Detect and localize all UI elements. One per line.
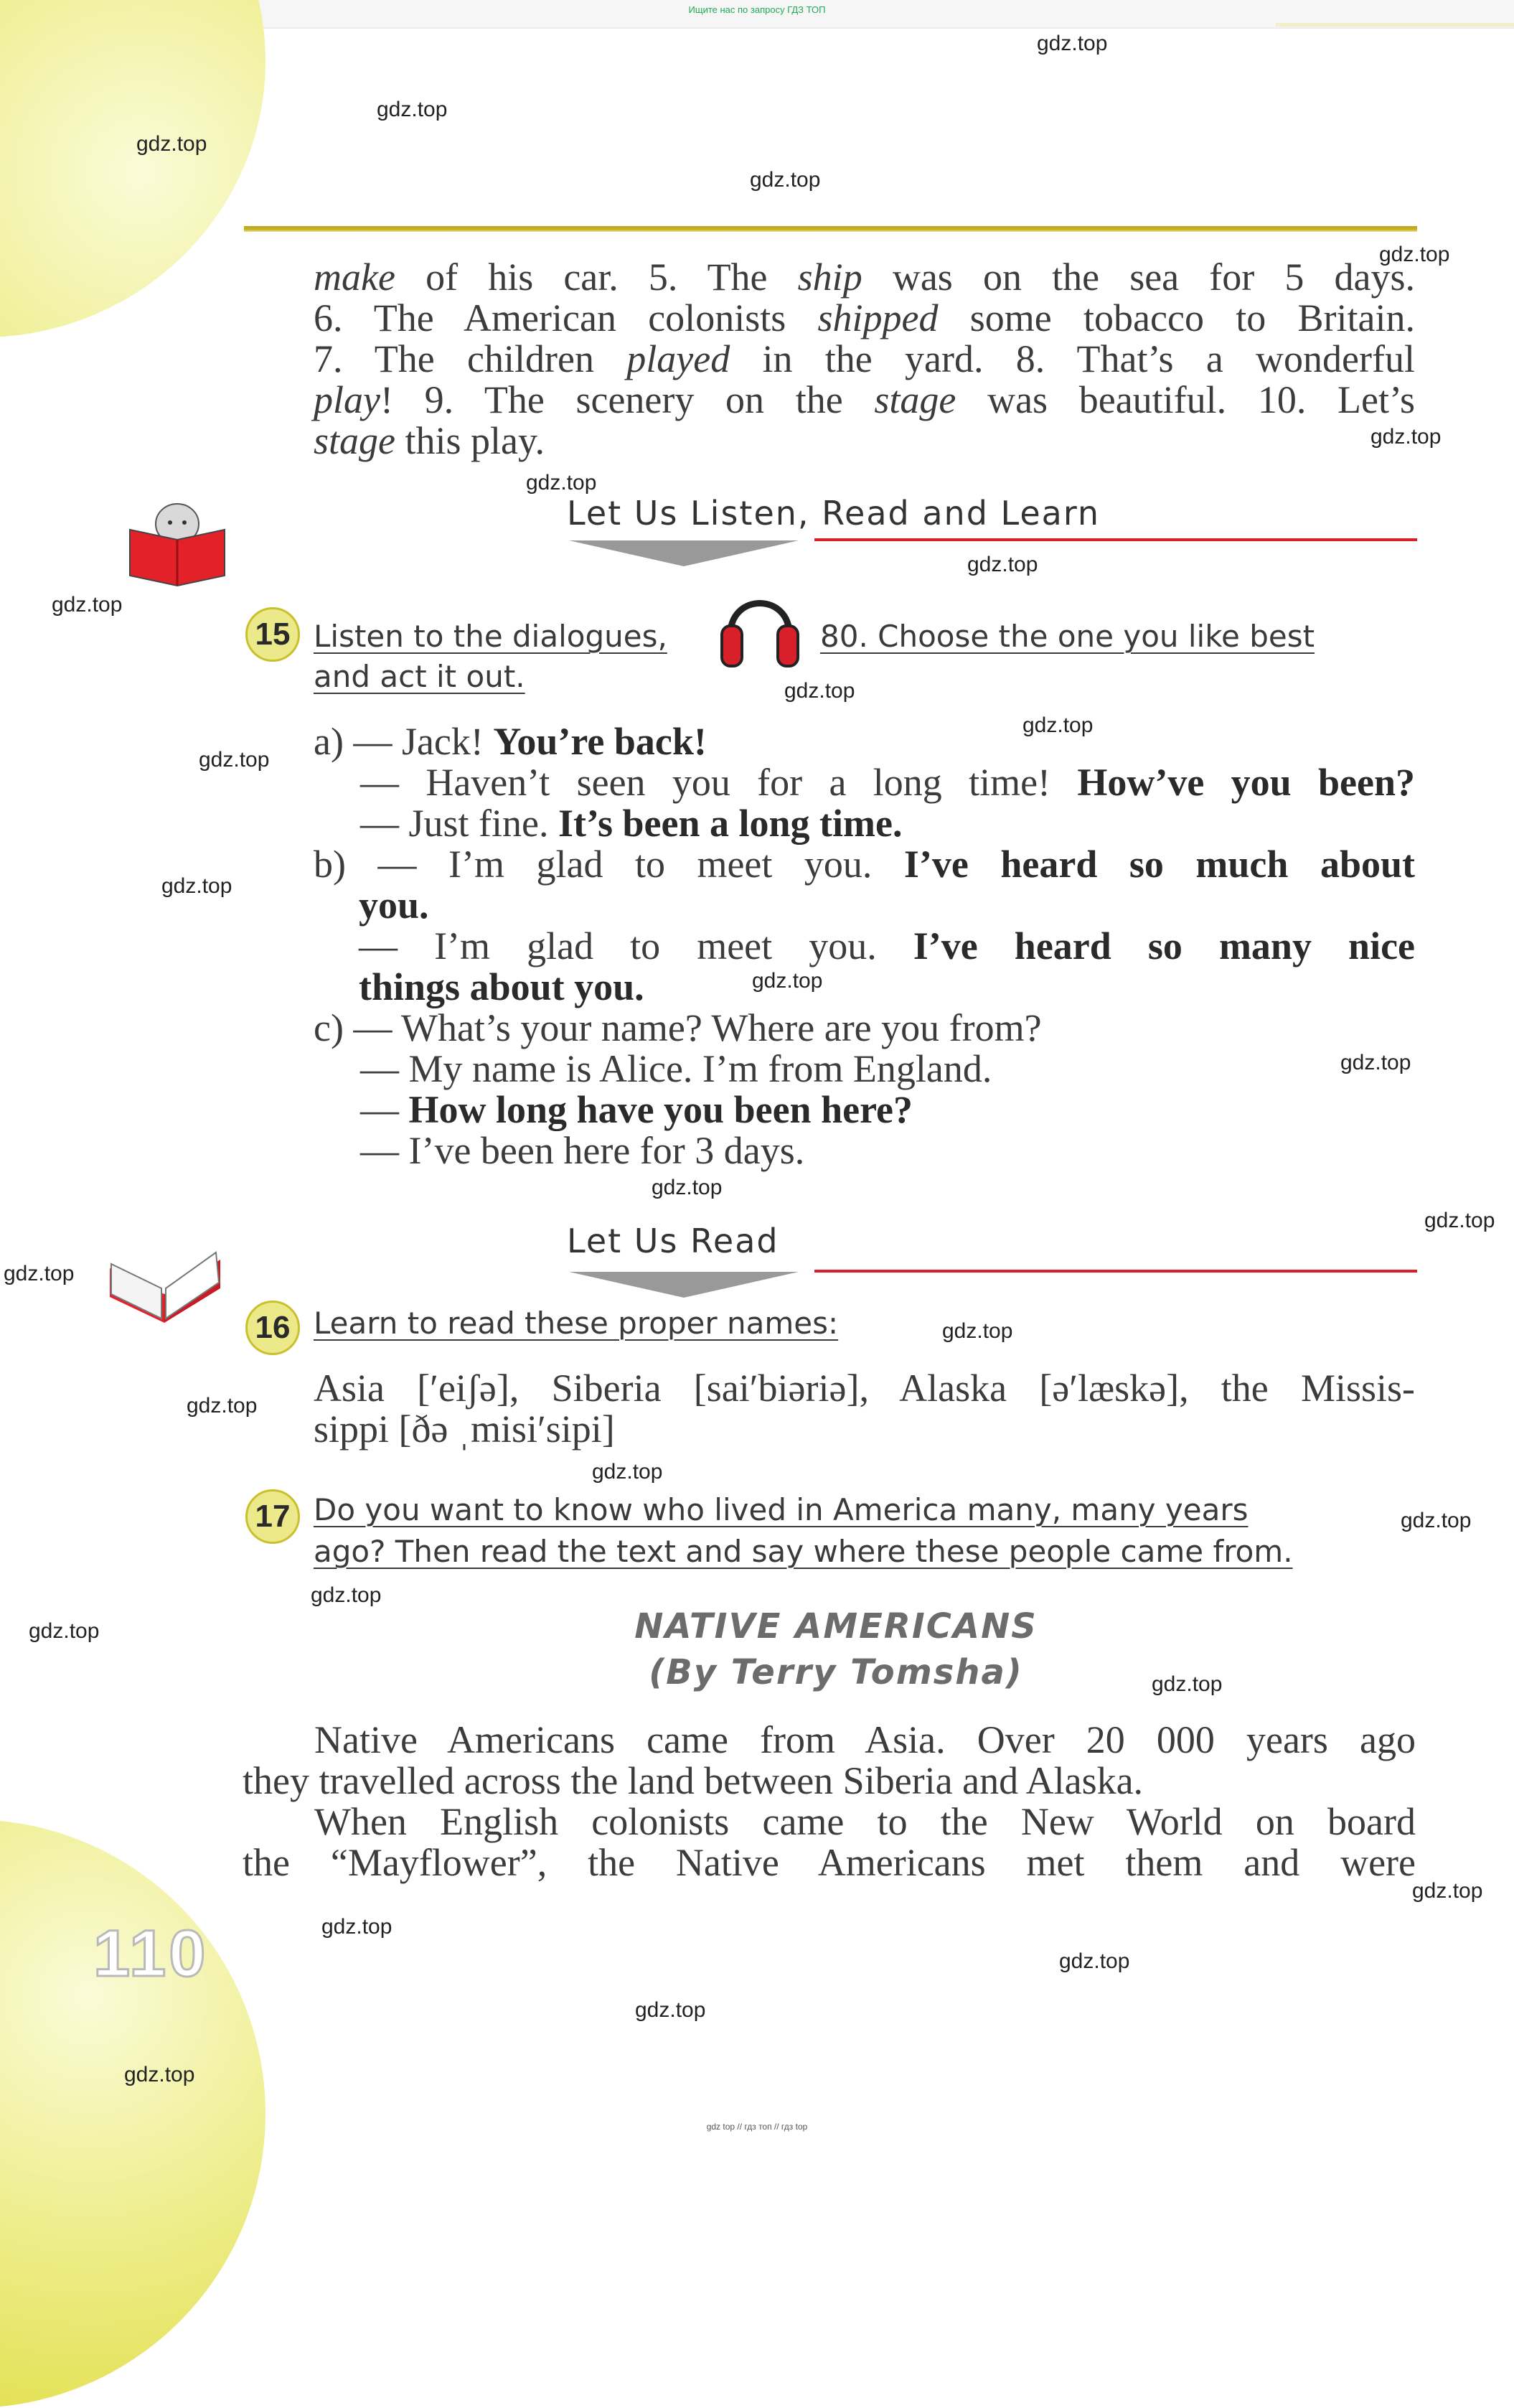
watermark: gdz.top [784,679,855,703]
dialogue-b-line2 [314,926,1415,967]
word-played: played [626,337,730,380]
decor-yellow-blob-top [0,0,265,337]
exercise-number-badge: 16 [245,1301,300,1355]
story-text [243,1720,1416,1883]
text: 6. The American colonists [314,296,818,339]
proper-names-line2: sippi [ðə ˌmisiʹsipi] [314,1407,615,1451]
phrase: How’ve you been? [1077,761,1416,804]
text: — I’m glad to meet you. [359,924,913,968]
dialogue-c-line1: c) — What’s your name? Where are you from? [314,1006,1042,1049]
exercise-17-instruction-line2: ago? Then read the text and say where these people came from. [314,1534,1293,1569]
watermark: gdz.top [311,1583,382,1607]
dialogue-b-line2-cont [314,967,1415,1008]
watermark: gdz.top [187,1394,258,1418]
headphones-icon [718,578,802,670]
watermark: gdz.top [752,969,823,993]
phrase: It’s been a long time. [558,802,903,845]
watermark: gdz.top [136,132,207,156]
watermark: gdz.top [1059,1949,1130,1973]
page-number: 110 [93,1917,209,1990]
word-ship: ship [797,256,862,299]
exercise-15-instruction-line2: and act it out. [314,659,525,694]
section-pointer [569,540,799,566]
phrase: I’ve heard so many nice [913,924,1416,968]
watermark: gdz.top [199,748,270,772]
section-rule [814,538,1417,541]
watermark: gdz.top [1424,1209,1495,1232]
watermark: gdz.top [592,1460,663,1484]
exercise-continuation [314,257,1415,462]
watermark: gdz.top [750,168,821,192]
exercise-17-instruction-line1: Do you want to know who lived in America many, many years [314,1492,1249,1527]
story-line: Native Americans came from Asia. Over 20 000 years ago [314,1718,1416,1761]
exercise-16-instruction: Learn to read these proper names: [314,1306,839,1341]
text: was on the sea for 5 days. [862,256,1415,299]
dialogue-b-line1-cont [314,885,1415,926]
dialogue-b-line1 [314,844,1415,885]
story-line: When English colonists came to the New World on board [314,1800,1416,1843]
exercise-15-instruction-part1: Listen to the dialogues, [314,619,667,654]
watermark: gdz.top [1379,243,1450,266]
text: 7. The children [314,337,627,380]
phrase: I’ve heard so much about [903,843,1415,886]
text: — Haven’t seen you for a long time! [360,761,1078,804]
text: b) — I’m glad to meet you. [314,843,904,886]
text: of his car. 5. The [395,256,798,299]
watermark: gdz.top [161,874,232,898]
watermark: gdz.top [652,1176,723,1199]
text: some tobacco to Britain. [938,296,1415,339]
continuation-line [314,380,1415,421]
section-title-listen-read-learn: Let Us Listen, Read and Learn [567,494,1101,533]
watermark: gdz.top [1340,1051,1411,1074]
section-rule [814,1270,1417,1273]
proper-names-line1: Asia [ʹeiʃə], Siberia [saiʹbiəriə], Alaska [əʹlæskə], the Missis- [314,1367,1415,1410]
dialogue-c-line4: — I’ve been here for 3 days. [360,1129,805,1172]
phrase: You’re back! [493,720,707,763]
text: — [360,1088,409,1131]
story-line: the “Mayflower”, the Native Americans met them and were [243,1841,1416,1884]
watermark: gdz.top [52,593,123,617]
watermark: gdz.top [526,471,597,495]
watermark: gdz.top [1401,1509,1472,1532]
proper-names [314,1368,1415,1450]
text: — Just fine. [360,802,558,845]
continuation-line [314,421,1415,462]
watermark: gdz.top [377,98,448,121]
dialogue-a-line2 [314,762,1415,803]
watermark: gdz.top [321,1915,392,1939]
watermark: gdz.top [1022,713,1094,737]
word-stage: stage [314,419,395,462]
watermark: gdz.top [1370,425,1442,449]
text: this play. [395,419,545,462]
dialogues [314,721,1415,1171]
top-bar-accent [1276,23,1514,27]
section-pointer [569,1272,799,1298]
watermark: gdz.top [942,1319,1013,1343]
story-title: NATIVE AMERICANS [634,1606,1038,1646]
story-line: they travelled across the land between Siberia and Alaska. [243,1759,1144,1802]
word-play: play [314,378,380,421]
dialogue-a-line3 [314,803,1415,844]
section-title-let-us-read: Let Us Read [567,1222,779,1260]
dialogue-a-line1 [314,721,1415,762]
word-make: make [314,256,395,299]
decor-yellow-blob-bottom [0,1819,265,2408]
watermark: gdz.top [1152,1672,1223,1696]
exercise-number-badge: 15 [245,607,300,662]
watermark: gdz.top [1412,1879,1483,1903]
top-bar-note: Ищите нас по запросу ГДЗ ТОП [688,4,826,15]
text: ! 9. The scenery on the [380,378,875,421]
dialogue-c-line3 [314,1090,1415,1130]
text: was beautiful. 10. Let’s [956,378,1415,421]
continuation-line [314,298,1415,339]
open-book-icon [104,1231,226,1328]
continuation-line [314,339,1415,380]
dialogue-c-line2: — My name is Alice. I’m from England. [360,1047,992,1090]
word-stage: stage [874,378,956,421]
watermark: gdz.top [29,1619,100,1643]
watermark: gdz.top [1037,32,1108,55]
phrase: How long have you been here? [408,1088,913,1131]
watermark: gdz.top [967,553,1038,576]
word-shipped: shipped [817,296,939,339]
top-rule [244,226,1417,232]
reading-character-icon [126,495,230,589]
text: in the yard. 8. That’s a wonderful [730,337,1415,380]
phrase: you. [359,884,429,927]
watermark: gdz.top [4,1262,75,1285]
continuation-line [314,257,1415,298]
watermark: gdz.top [635,1998,706,2022]
phrase: things about you. [359,965,644,1008]
exercise-number-badge: 17 [245,1489,300,1544]
exercise-15-instruction-part2: 80. Choose the one you like best [820,619,1315,654]
footer-note: gdz top // гдз топ // гдз top [706,2122,808,2132]
story-author: (By Terry Tomsha) [649,1652,1023,1692]
watermark: gdz.top [124,2063,195,2086]
text: a) — Jack! [314,720,494,763]
